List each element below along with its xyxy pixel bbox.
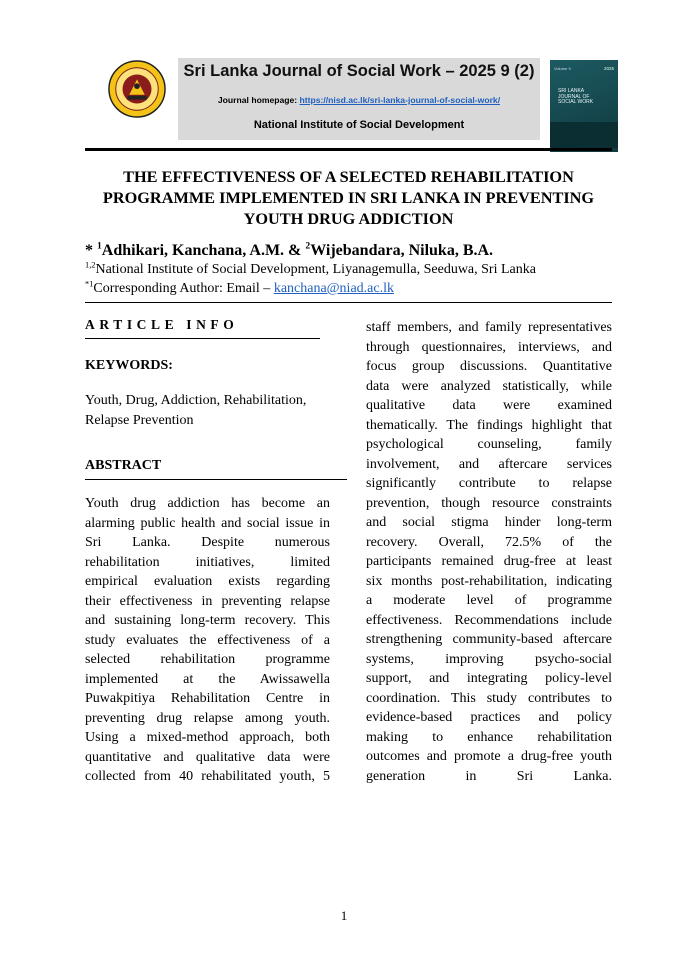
abstract-line: qualitative data were examined (366, 398, 612, 413)
abstract-line: empirical evaluation exists regarding (85, 574, 330, 589)
abstract-line: thematically. The findings highlight that (366, 417, 612, 433)
abstract-column-left (85, 494, 330, 787)
abstract-line: outcomes and promote a drug-free youth (366, 749, 612, 764)
abstract-line: systems, improving psycho-social (366, 651, 612, 667)
abstract-line: evidence-based practices and policy (366, 710, 612, 725)
abstract-line: and sustaining long-term recovery. This (85, 613, 330, 628)
abstract-line: staff members, and family representatives (366, 320, 612, 335)
abstract-line: Puwakpitiya Rehabilitation Centre in (85, 691, 330, 706)
keywords-text (85, 391, 330, 430)
affiliation-sup: 1,2 (85, 260, 96, 270)
keywords-line: Relapse Prevention (85, 412, 194, 428)
abstract-line: prevention, though resource constraints (366, 495, 612, 511)
paper-title-line: THE EFFECTIVENESS OF A SELECTED REHABILITATION (123, 167, 574, 186)
cover-title-line: SRI LANKA (558, 88, 585, 94)
author-sup-2: 2 (305, 240, 311, 252)
abstract-line: psychological counseling, family (366, 437, 612, 452)
paper-title (85, 166, 612, 229)
abstract-line: recovery. Overall, 72.5% of the (366, 534, 612, 550)
abstract-line: selected rehabilitation programme (85, 652, 330, 667)
abstract-line: participants remained drug-free at least (366, 554, 612, 569)
affiliation (85, 262, 536, 278)
abstract-line: quantitative and qualitative data were (85, 749, 330, 765)
abstract-line: support, and integrating policy-level (366, 671, 612, 686)
abstract-line: coordination. This study contributes to (366, 690, 612, 706)
abstract-line: a moderate level of programme (366, 593, 612, 608)
paper-title-line: PROGRAMME IMPLEMENTED IN SRI LANKA IN PREVENTING (102, 188, 595, 207)
cover-title (558, 89, 614, 106)
author-list (85, 242, 493, 260)
institute-name: National Institute of Social Development (253, 119, 465, 131)
abstract-line: six months post-rehabilitation, indicating (366, 573, 612, 589)
cover-year: 2025 (603, 66, 614, 71)
abstract-line: collected from 40 rehabilitated youth, 5 (85, 769, 330, 784)
article-info-divider (85, 338, 320, 339)
abstract-line: rehabilitation initiatives, limited (85, 554, 330, 570)
abstract-line: involvement, and aftercare services (366, 456, 612, 472)
corresponding-author (85, 281, 394, 297)
journal-homepage (178, 95, 540, 105)
corresponding-label: Corresponding Author: Email – (93, 281, 274, 296)
corresponding-sup: *1 (85, 279, 94, 289)
keywords-line: Youth, Drug, Addiction, Rehabilitation, (85, 393, 307, 408)
abstract-line: making to enhance rehabilitation (366, 729, 612, 745)
abstract-line: through questionnaires, interviews, and (366, 339, 612, 355)
abstract-line: effectiveness. Recommendations include (366, 612, 612, 628)
journal-header (178, 58, 540, 140)
abstract-line: strengthening community-based aftercare (366, 632, 612, 647)
keywords-heading: KEYWORDS: (85, 358, 173, 373)
header-divider (85, 148, 612, 151)
cover-title-line: SOCIAL WORK (558, 99, 594, 106)
author-sup-1: 1 (97, 240, 102, 252)
journal-title: Sri Lanka Journal of Social Work – 2025 9 (2) (183, 62, 535, 80)
abstract-line: data were analyzed statistically, while (366, 378, 612, 394)
homepage-link[interactable]: https://nisd.ac.lk/sri-lanka-journal-of-social-work/ (299, 95, 501, 105)
cover-volume: Volume 9 (554, 66, 571, 71)
abstract-line: study evaluates the effectiveness of a (85, 632, 330, 648)
abstract-line: generation in Sri Lanka. (366, 768, 612, 784)
author-2: Wijebandara, Niluka, B.A. (310, 242, 494, 259)
abstract-heading: ABSTRACT (85, 458, 162, 473)
abstract-line: Sri Lanka. Despite numerous (85, 535, 330, 550)
cover-band (550, 122, 618, 148)
abstract-line: alarming public health and social issue in (85, 515, 330, 531)
article-info-heading: ARTICLE INFO (85, 317, 239, 332)
author-divider (85, 302, 612, 303)
author-marker: * (85, 242, 97, 259)
cover-title-line: JOURNAL OF (558, 93, 590, 100)
institute-logo (108, 60, 166, 118)
abstract-divider (85, 479, 347, 480)
abstract-line: significantly contribute to relapse (366, 476, 612, 491)
affiliation-text: National Institute of Social Development, Liyanagemulla, Seeduwa, Sri Lanka (95, 262, 536, 277)
paper-title-line: YOUTH DRUG ADDICTION (243, 209, 454, 228)
abstract-line: preventing drug relapse among youth. (85, 710, 330, 726)
abstract-line: implemented at the Awissawella (85, 671, 330, 687)
corresponding-email-link[interactable]: kanchana@niad.ac.lk (273, 281, 394, 296)
page-number: 1 (340, 908, 348, 923)
abstract-line: focus group discussions. Quantitative (366, 359, 612, 374)
journal-cover-thumbnail (550, 60, 618, 152)
abstract-line: Using a mixed-method approach, both (85, 730, 330, 745)
abstract-line: their effectiveness in preventing relapse (85, 593, 330, 609)
homepage-label: Journal homepage: (217, 95, 300, 105)
abstract-line: and social stigma hinder long-term (366, 515, 612, 530)
abstract-line: Youth drug addiction has become an (85, 496, 330, 511)
author-1: Adhikari, Kanchana, A.M. & (101, 242, 306, 259)
abstract-column-right (366, 318, 612, 786)
